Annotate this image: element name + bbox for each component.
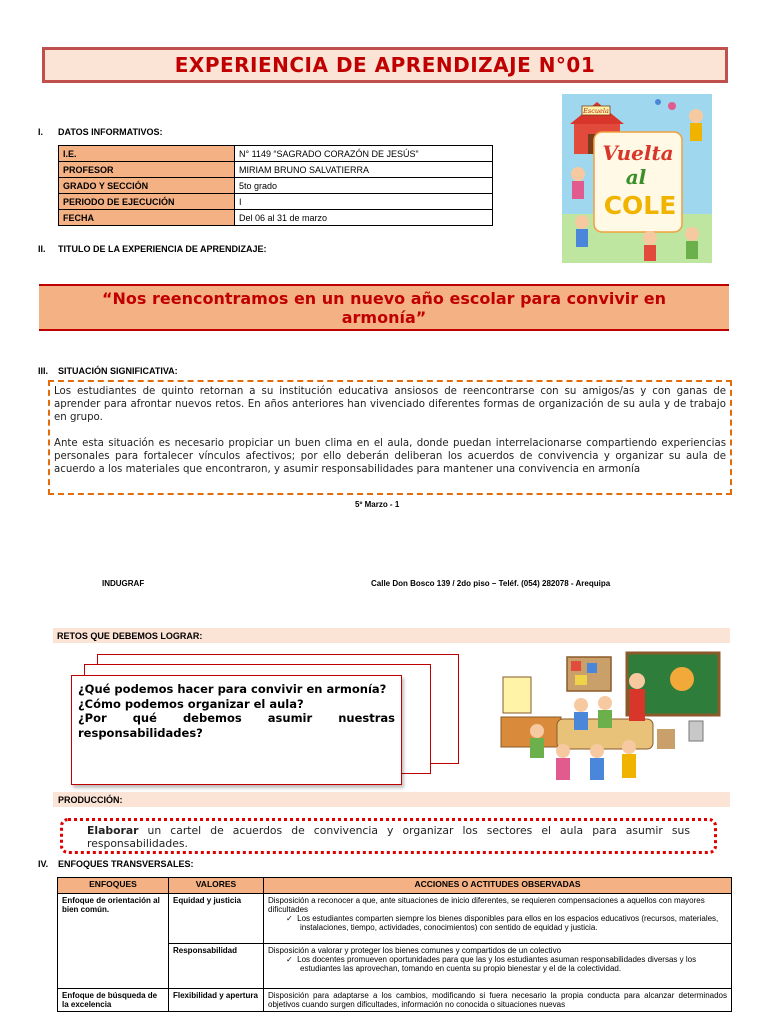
section-2-heading: II. TITULO DE LA EXPERIENCIA DE APRENDIZAJE: bbox=[38, 244, 267, 254]
accion-cell: Disposición a valorar y proteger los bienes comunes y compartidos de un colectivo ✓ Los docentes promueven oportunidades para que las y los estudiantes asuman responsabilidades diversas y los estudiantes las aprovechan, tomando en cuenta su propio bienestar y el de la colectividad. bbox=[264, 944, 732, 989]
classroom-illustration bbox=[497, 647, 727, 789]
valor-cell: Equidad y justicia bbox=[169, 894, 264, 944]
situacion-significativa-box bbox=[48, 380, 732, 495]
table-row: PERIODO DE EJECUCIÓN I bbox=[59, 194, 493, 210]
accion-cell: Disposición para adaptarse a los cambios, modificando si fuera necesario la propia conducta para alcanzar determinados objetivos cuando surgen dificultades, información no conocida o situaciones nuevas bbox=[264, 989, 732, 1012]
cover-line-1: Vuelta bbox=[602, 141, 674, 165]
table-row: FECHA Del 06 al 31 de marzo bbox=[59, 210, 493, 226]
table-header-row bbox=[58, 878, 732, 894]
check-icon: ✓ bbox=[286, 955, 293, 964]
retos-heading-bar bbox=[53, 628, 730, 643]
situacion-paragraph-2: Ante esta situación es necesario propiciar un buen clima en el aula, donde puedan interrelacionarse compartiendo experiencias personales para fortalecer vínculos afectivos; por ello deberán deliberan los acuerdos de convivencia y organizar su aula de acuerdo a los materiales que encontraron, y asumir responsabilidades para mantener una convivencia en armonía bbox=[54, 438, 726, 475]
reto-question-3: ¿Por qué debemos asumir nuestras responsabilidades? bbox=[78, 711, 395, 740]
produccion-lead: Elaborar bbox=[87, 824, 139, 837]
situacion-paragraph-1: Los estudiantes de quinto retornan a su institución educativa ansiosos de reencontrarse con su amigos/as y con ganas de aprender para afrontar nuevos retos. En años anteriores han vivenciado diferentes formas de organización de su aula y de trabajo en grupo. bbox=[54, 386, 726, 423]
reto-question-1: ¿Qué podemos hacer para convivir en armonía? bbox=[78, 682, 387, 696]
table-row bbox=[58, 894, 732, 944]
header-enfoques: ENFOQUES bbox=[58, 878, 169, 894]
school-sign-text: Escuela bbox=[583, 107, 609, 115]
section-4-heading: IV. ENFOQUES TRANSVERSALES: bbox=[38, 859, 194, 869]
produccion-text: un cartel de acuerdos de convivencia y organizar los sectores el aula para asumir sus responsabilidades. bbox=[87, 824, 690, 850]
section-1-heading: I. DATOS INFORMATIVOS: bbox=[38, 127, 163, 137]
document-title: EXPERIENCIA DE APRENDIZAJE N°01 bbox=[174, 53, 596, 77]
check-icon: ✓ bbox=[286, 914, 293, 923]
produccion-box bbox=[60, 818, 717, 854]
enfoque-cell: Enfoque de orientación al bien común. bbox=[58, 894, 169, 989]
table-row: PROFESOR MIRIAM BRUNO SALVATIERRA bbox=[59, 162, 493, 178]
vuelta-al-cole-illustration bbox=[562, 94, 712, 263]
cover-line-2: al bbox=[625, 165, 647, 189]
valor-cell: Responsabilidad bbox=[169, 944, 264, 989]
enfoques-table bbox=[57, 877, 732, 1012]
header-valores: VALORES bbox=[169, 878, 264, 894]
cover-line-3: COLE bbox=[603, 191, 677, 220]
section-3-heading: III. SITUACIÓN SIGNIFICATIVA: bbox=[38, 366, 178, 376]
valor-cell: Flexibilidad y apertura bbox=[169, 989, 264, 1012]
header-acciones: ACCIONES O ACTITUDES OBSERVADAS bbox=[264, 878, 732, 894]
retos-heading: RETOS QUE DEBEMOS LOGRAR: bbox=[57, 630, 203, 641]
footer-left: INDUGRAF bbox=[102, 579, 145, 588]
accion-cell: Disposición a reconocer a que, ante situaciones de inicio diferentes, se requieren compensaciones a aquellos con mayores dificultades ✓ Los estudiantes comparten siempre los bienes disponibles para ellos en los espacios educativos (recursos, materiales, instalaciones, tiempo, actividades, conocimientos) con sentido de equidad y justicia. bbox=[264, 894, 732, 944]
experience-title-box bbox=[39, 284, 729, 331]
footer-right: Calle Don Bosco 139 / 2do piso – Teléf. (054) 282078 - Arequipa bbox=[371, 579, 611, 588]
page-marker: 5º Marzo - 1 bbox=[355, 500, 400, 509]
enfoque-cell: Enfoque de búsqueda de la excelencia bbox=[58, 989, 169, 1012]
produccion-heading: PRODUCCIÓN: bbox=[58, 794, 123, 805]
table-row: GRADO Y SECCIÓN 5to grado bbox=[59, 178, 493, 194]
reto-question-2: ¿Cómo podemos organizar el aula? bbox=[78, 696, 304, 711]
table-row: I.E. N° 1149 “SAGRADO CORAZÓN DE JESÚS” bbox=[59, 146, 493, 162]
document-title-box bbox=[42, 47, 728, 83]
experience-title: “Nos reencontramos en un nuevo año escolar para convivir en armonía” bbox=[102, 288, 666, 327]
datos-informativos-table bbox=[58, 145, 493, 226]
produccion-heading-bar bbox=[53, 792, 730, 807]
table-row bbox=[58, 989, 732, 1012]
retos-questions-card bbox=[71, 675, 402, 785]
